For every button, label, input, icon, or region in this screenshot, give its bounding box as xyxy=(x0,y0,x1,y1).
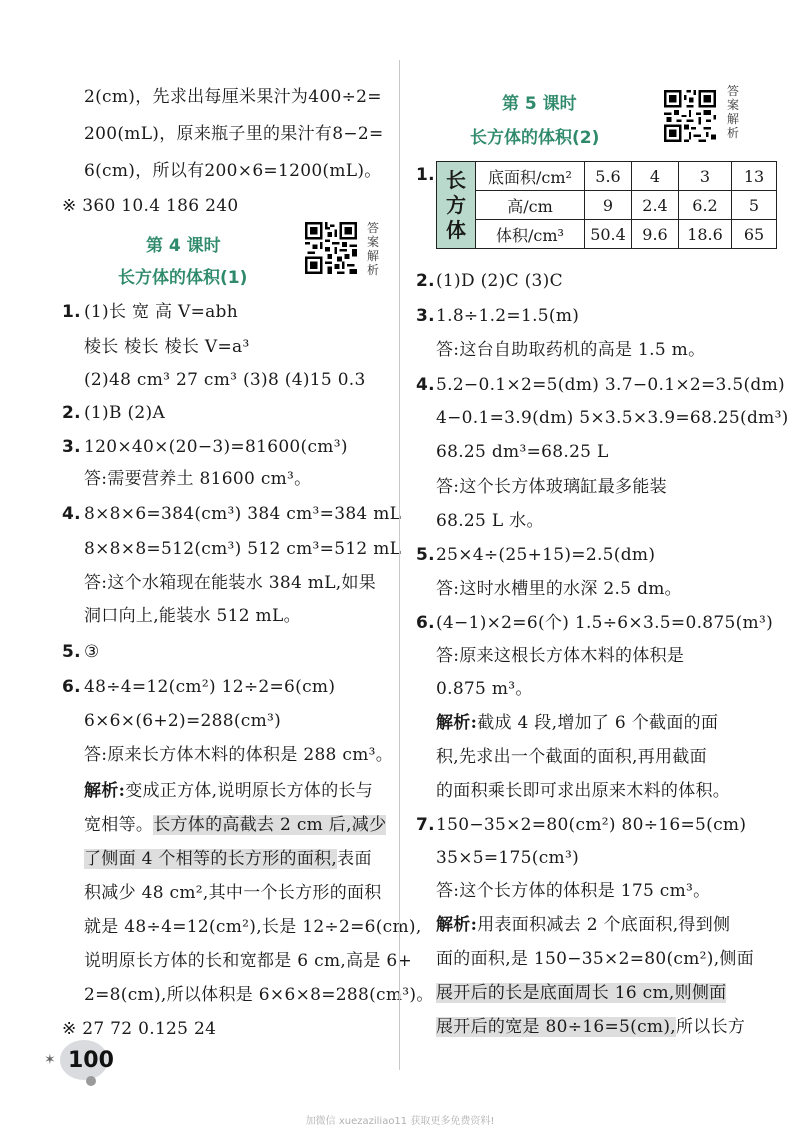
highlighted-text: 展开后的宽是 80÷16=5(cm), xyxy=(436,1017,676,1037)
row-label: 高/cm xyxy=(476,191,585,220)
q4-number: 4. xyxy=(62,504,81,524)
table-cell: 9 xyxy=(585,191,632,220)
r-q1-number: 1. xyxy=(416,165,435,185)
q6-analysis-3: 了侧面 4 个相等的长方形的面积,表面 xyxy=(84,849,372,869)
q6-analysis-2: 宽相等。长方体的高截去 2 cm 后,减少 xyxy=(84,815,387,835)
q5-number: 5. xyxy=(62,642,81,662)
r-q2-number: 2. xyxy=(416,271,435,291)
r-q3-answer: 答:这台自助取药机的高是 1.5 m。 xyxy=(436,340,706,360)
page-number: 100 xyxy=(68,1048,114,1073)
lesson-5-title: 长方体的体积(2) xyxy=(470,128,600,148)
q4-line-b: 8×8×8=512(cm³) 512 cm³=512 mL xyxy=(84,539,402,559)
q1-line-b: 棱长 棱长 棱长 V=a³ xyxy=(84,337,250,357)
row-label: 体积/cm³ xyxy=(476,220,585,249)
qr-label: 答案解析 xyxy=(366,221,379,277)
table-cell: 9.6 xyxy=(632,220,679,249)
table-cell: 18.6 xyxy=(679,220,732,249)
extra-answers-2: ※ 27 72 0.125 24 xyxy=(62,1019,217,1039)
column-divider xyxy=(399,60,400,1070)
q6-analysis-5: 就是 48÷4=12(cm²),长是 12÷2=6(cm), xyxy=(84,917,422,937)
dot-icon xyxy=(86,1076,96,1086)
qr-label: 答案解析 xyxy=(726,84,739,140)
table-cell: 5 xyxy=(732,191,777,220)
q6-line-a: 48÷4=12(cm²) 12÷2=6(cm) xyxy=(84,677,336,697)
continuation-line-2: 200(mL)，原来瓶子里的果汁有8−2= xyxy=(84,124,384,144)
table-cell: 2.4 xyxy=(632,191,679,220)
q1-line-c: (2)48 cm³ 27 cm³ (3)8 (4)15 0.3 xyxy=(84,370,366,390)
q4-line-c: 答:这个水箱现在能装水 384 mL,如果 xyxy=(84,573,377,593)
r-q7-line-a: 150−35×2=80(cm²) 80÷16=5(cm) xyxy=(436,815,747,835)
r-q2-text: (1)D (2)C (3)C xyxy=(436,271,563,291)
qr-code-icon[interactable] xyxy=(305,222,357,274)
r-q6-analysis-3: 的面积乘长即可求出原来木料的体积。 xyxy=(436,781,731,801)
r-q4-line-c: 68.25 dm³=68.25 L xyxy=(436,442,609,462)
r-q7-analysis-4: 展开后的宽是 80÷16=5(cm),所以长方 xyxy=(436,1017,746,1037)
lesson-5-label: 第 5 课时 xyxy=(502,94,577,114)
q6-line-b: 6×6×(6+2)=288(cm³) xyxy=(84,711,282,731)
highlighted-text: 长方体的高截去 2 cm 后,减少 xyxy=(153,815,387,835)
r-q4-line-d: 答:这个长方体玻璃缸最多能装 xyxy=(436,477,667,497)
table-cell: 5.6 xyxy=(585,162,632,191)
continuation-line-3: 6(cm)，所以有200×6=1200(mL)。 xyxy=(84,161,382,181)
q5-text: ③ xyxy=(84,642,100,662)
qr-code-icon[interactable] xyxy=(664,90,716,142)
highlighted-text: 了侧面 4 个相等的长方形的面积, xyxy=(84,849,338,869)
q1-number: 1. xyxy=(62,302,81,322)
r-q7-number: 7. xyxy=(416,815,435,835)
table-cell: 6.2 xyxy=(679,191,732,220)
q4-line-d: 洞口向上,能装水 512 mL。 xyxy=(84,606,301,626)
r-q5-number: 5. xyxy=(416,545,435,565)
star-icon: ✶ xyxy=(44,1052,56,1068)
volume-table xyxy=(436,161,777,249)
q2-number: 2. xyxy=(62,403,81,423)
highlighted-text: 展开后的长是底面周长 16 cm,则侧面 xyxy=(436,983,727,1003)
footer-note: 加微信 xuezaziliao11 获取更多免费资料! xyxy=(305,1116,495,1127)
q6-analysis-4: 积减少 48 cm²,其中一个长方形的面积 xyxy=(84,883,382,903)
r-q7-answer: 答:这个长方体的体积是 175 cm³。 xyxy=(436,881,711,901)
q6-analysis-1: 解析:变成正方体,说明原长方体的长与 xyxy=(84,781,374,801)
table-cell: 65 xyxy=(732,220,777,249)
r-q6-number: 6. xyxy=(416,613,435,633)
table-cell: 13 xyxy=(732,162,777,191)
q3-text: 120×40×(20−3)=81600(cm³) xyxy=(84,437,348,457)
r-q7-analysis-1: 解析:用表面积减去 2 个底面积,得到侧 xyxy=(436,915,731,935)
q6-analysis-7: 2=8(cm),所以体积是 6×6×8=288(cm³)。 xyxy=(84,985,434,1005)
q3-answer: 答:需要营养土 81600 cm³。 xyxy=(84,469,312,489)
analysis-label: 解析: xyxy=(436,713,478,733)
row-label: 底面积/cm² xyxy=(476,162,585,191)
r-q7-analysis-3 xyxy=(436,982,726,1004)
r-q3-text: 1.8÷1.2=1.5(m) xyxy=(436,306,580,326)
r-q4-line-a: 5.2−0.1×2=5(dm) 3.7−0.1×2=3.5(dm) xyxy=(436,375,785,395)
r-q6-analysis-1: 解析:截成 4 段,增加了 6 个截面的面 xyxy=(436,713,719,733)
q4-line-a: 8×8×6=384(cm³) 384 cm³=384 mL xyxy=(84,504,402,524)
r-q7-analysis-2: 面的面积,是 150−35×2=80(cm²),侧面 xyxy=(436,949,754,969)
r-q7-line-b: 35×5=175(cm³) xyxy=(436,848,580,868)
r-q5-text: 25×4÷(25+15)=2.5(dm) xyxy=(436,545,656,565)
r-q6-analysis-2: 积,先求出一个截面的面积,再用截面 xyxy=(436,747,707,767)
lesson-4-title: 长方体的体积(1) xyxy=(118,268,248,288)
r-q6-line-c: 0.875 m³。 xyxy=(436,679,533,699)
analysis-label: 解析: xyxy=(84,781,126,801)
q2-text: (1)B (2)A xyxy=(84,403,166,423)
r-q6-line-a: (4−1)×2=6(个) 1.5÷6×3.5=0.875(m³) xyxy=(436,613,774,633)
r-q6-line-b: 答:原来这根长方体木料的体积是 xyxy=(436,646,685,666)
r-q4-line-e: 68.25 L 水。 xyxy=(436,511,544,531)
q3-number: 3. xyxy=(62,437,81,457)
analysis-label: 解析: xyxy=(436,915,478,935)
lesson-4-label: 第 4 课时 xyxy=(146,236,221,256)
table-cell: 3 xyxy=(679,162,732,191)
r-q3-number: 3. xyxy=(416,306,435,326)
q6-answer: 答:原来长方体木料的体积是 288 cm³。 xyxy=(84,745,394,765)
q6-number: 6. xyxy=(62,677,81,697)
extra-answers-1: ※ 360 10.4 186 240 xyxy=(62,196,239,216)
r-q5-answer: 答:这时水槽里的水深 2.5 dm。 xyxy=(436,579,682,599)
q1-line-a: (1)长 宽 高 V=abh xyxy=(84,302,238,322)
q6-analysis-6: 说明原长方体的长和宽都是 6 cm,高是 6+ xyxy=(84,951,413,971)
table-row-header: 长方体 xyxy=(437,162,476,249)
continuation-line-1: 2(cm)，先求出每厘米果汁为400÷2= xyxy=(84,87,382,107)
table-cell: 50.4 xyxy=(585,220,632,249)
r-q4-line-b: 4−0.1=3.9(dm) 5×3.5×3.9=68.25(dm³) xyxy=(436,408,789,428)
r-q4-number: 4. xyxy=(416,375,435,395)
table-cell: 4 xyxy=(632,162,679,191)
